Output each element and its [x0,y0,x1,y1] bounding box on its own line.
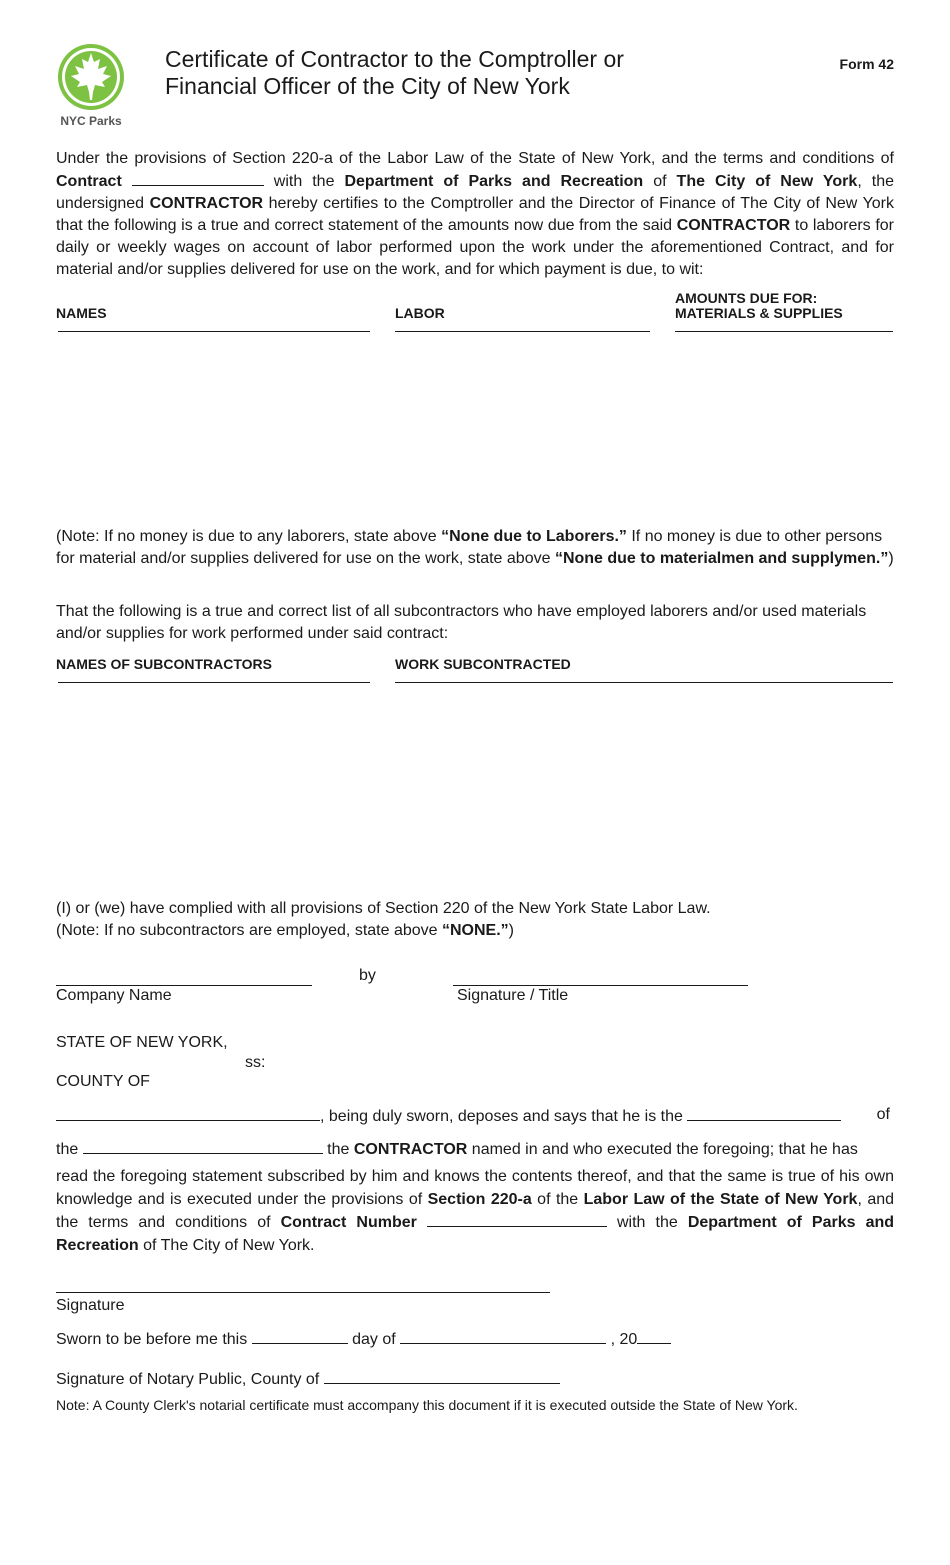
contract-number-field[interactable] [427,1211,607,1227]
col-names-header: NAMES [56,305,107,321]
title-line-2: Financial Officer of the City of New York [165,73,570,99]
logo-caption: NYC Parks [60,114,122,128]
col-labor-header: LABOR [395,305,445,321]
sworn-month-field[interactable] [400,1328,606,1344]
signature-title-label: Signature / Title [457,987,569,1004]
labor-column-rule [395,331,650,332]
sworn-year-field[interactable] [637,1328,671,1344]
company-field[interactable] [83,1138,323,1154]
form-number: Form 42 [839,56,894,72]
affidavit-line-1: , being duly sworn, deposes and says that he is the of [56,1105,894,1127]
nyc-parks-leaf-logo [56,42,126,112]
title-line-1: Certificate of Contractor to the Comptroller or [165,46,624,72]
sworn-line: Sworn to be before me this day of , 20 [56,1328,671,1350]
company-name-label: Company Name [56,987,172,1004]
county-clerk-note: Note: A County Clerk's notarial certificate must accompany this document if it is executed outside the State of New York. [56,1397,798,1413]
signature-label: Signature [56,1297,125,1314]
by-label: by [359,967,376,984]
contract-field[interactable] [132,170,264,186]
col-work-header: WORK SUBCONTRACTED [395,656,571,672]
work-column-rule [395,682,893,683]
subcontractors-intro: That the following is a true and correct list of all subcontractors who have employed laborers and/or used materials and/or supplies for work performed under said contract: [56,603,867,642]
sworn-day-field[interactable] [252,1328,348,1344]
form-title [165,46,765,100]
affidavit-line-2: the the CONTRACTOR named in and who executed the foregoing; that he has [56,1138,894,1160]
deponent-name-field[interactable] [56,1105,320,1121]
affidavit-paragraph: read the foregoing statement subscribed by him and knows the contents thereof, and that the same is true of his own knowledge and is executed under the provisions of Section 220-a of the Labor Law of the State of New York, and the terms and conditions of Contract Number with the Department of Parks and Recreation of The City of New York. [56,1168,895,1254]
note-none-due: (Note: If no money is due to any laborers, state above “None due to Laborers.” If no money is due to other persons for material and/or supplies delivered for use on the work, state above “None due to materialmen and supplymen.”) [56,528,894,567]
deponent-signature-field[interactable] [56,1292,550,1293]
amounts-column-rule [675,331,893,332]
notary-line: Signature of Notary Public, County of [56,1368,560,1390]
intro-paragraph: Under the provisions of Section 220-a of the Labor Law of the State of New York, and the terms and conditions of Contract with the Department of Parks and Recreation of The City of New York, the undersigned CONTRACTOR hereby certifies to the Comptroller and the Director of Finance of The City of New York that the following is a true and correct statement of the amounts now due from the said CONTRACTOR to laborers for daily or weekly wages on account of labor performed upon the work under the aforementioned Contract, and for material and/or supplies delivered for use on the work, and for which payment is due, to wit: [56,150,895,278]
county-label: COUNTY OF [56,1073,150,1090]
subcontractors-column-rule [58,682,370,683]
state-label: STATE OF NEW YORK, [56,1034,228,1051]
deponent-title-field[interactable] [687,1105,841,1121]
col-amounts-header: AMOUNTS DUE FOR: MATERIALS & SUPPLIES [675,290,843,321]
subcontractors-entry-area[interactable] [56,690,894,890]
ss-label: ss: [245,1054,266,1071]
col-subcontractors-header: NAMES OF SUBCONTRACTORS [56,656,272,672]
compliance-statement: (I) or (we) have complied with all provisions of Section 220 of the New York State Labor Law. (Note: If no subcontractors are employed, state above “NONE.”) [56,900,711,939]
notary-county-field[interactable] [324,1368,560,1384]
names-column-rule [58,331,370,332]
amounts-entry-area[interactable] [56,340,894,520]
